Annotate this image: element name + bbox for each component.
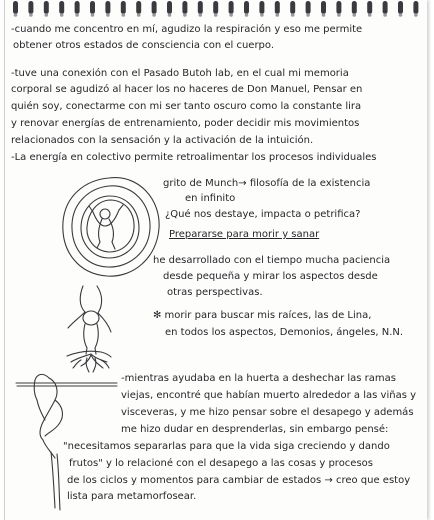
spiral-circle-drawing <box>63 178 159 277</box>
note-line: corporal se agudizó al hacer los no haceres de Don Manuel, Pensar en <box>11 84 363 95</box>
note-line: Prepararse para morir y sanar <box>169 229 320 240</box>
note-line: lista para metamorfosear. <box>67 491 197 502</box>
note-line: visceveras, y me hizo pensar sobre el desapego y además <box>121 407 414 418</box>
note-line: ✻ morir para buscar mis raíces, las de Lina, <box>153 310 372 321</box>
note-line: quién soy, conectarme con mi ser tanto oscuro como la constante lira <box>11 101 362 112</box>
note-line: viejas, encontré que habían muerto alrededor a las viñas y <box>121 390 416 401</box>
note-line: me hizo dudar en desprenderlas, sin embargo pensé: <box>121 424 389 435</box>
note-line: grito de Munch→ filosofía de la existencia <box>163 178 371 189</box>
note-line: "necesitamos separarlas para que la vida siga creciendo y dando <box>63 441 390 452</box>
note-line: en todos los aspectos, Demonios, ángeles, N.N. <box>165 327 404 338</box>
note-line: -La energía en colectivo permite retroalimentar los procesos individuales <box>11 152 377 163</box>
note-line: de los ciclos y momentos para cambiar de estados → creo que estoy <box>67 475 411 486</box>
notebook-page <box>4 0 427 520</box>
note-line: he desarrollado con el tiempo mucha paciencia <box>153 255 391 266</box>
note-line: en infinito <box>185 193 236 204</box>
note-line: frutos" y lo relacioné con el desapego a las cosas y procesos <box>69 458 373 469</box>
inverted-figure-drawing <box>67 286 111 372</box>
note-line: obtener otros estados de consciencia con el cuerpo. <box>13 40 275 51</box>
note-line: otras perspectivas. <box>167 287 263 298</box>
note-line: ¿Qué nos destaye, impacta o petrifica? <box>165 209 361 220</box>
note-line: y renovar energías de entrenamiento, poder decidir mis movimientos <box>11 118 360 129</box>
note-line: -cuando me concentro en mí, agudizo la respiración y eso me permite <box>11 24 363 35</box>
note-line: -mientras ayudaba en la huerta a deshechar las ramas <box>121 373 396 384</box>
note-line: -tuve una conexión con el Pasado Butoh lab, en el cual mi memoria <box>11 68 349 79</box>
note-line: relacionados con la sensación y la activación de la intuición. <box>11 135 314 146</box>
note-line: desde pequeña y mirar los aspectos desde <box>163 271 378 282</box>
